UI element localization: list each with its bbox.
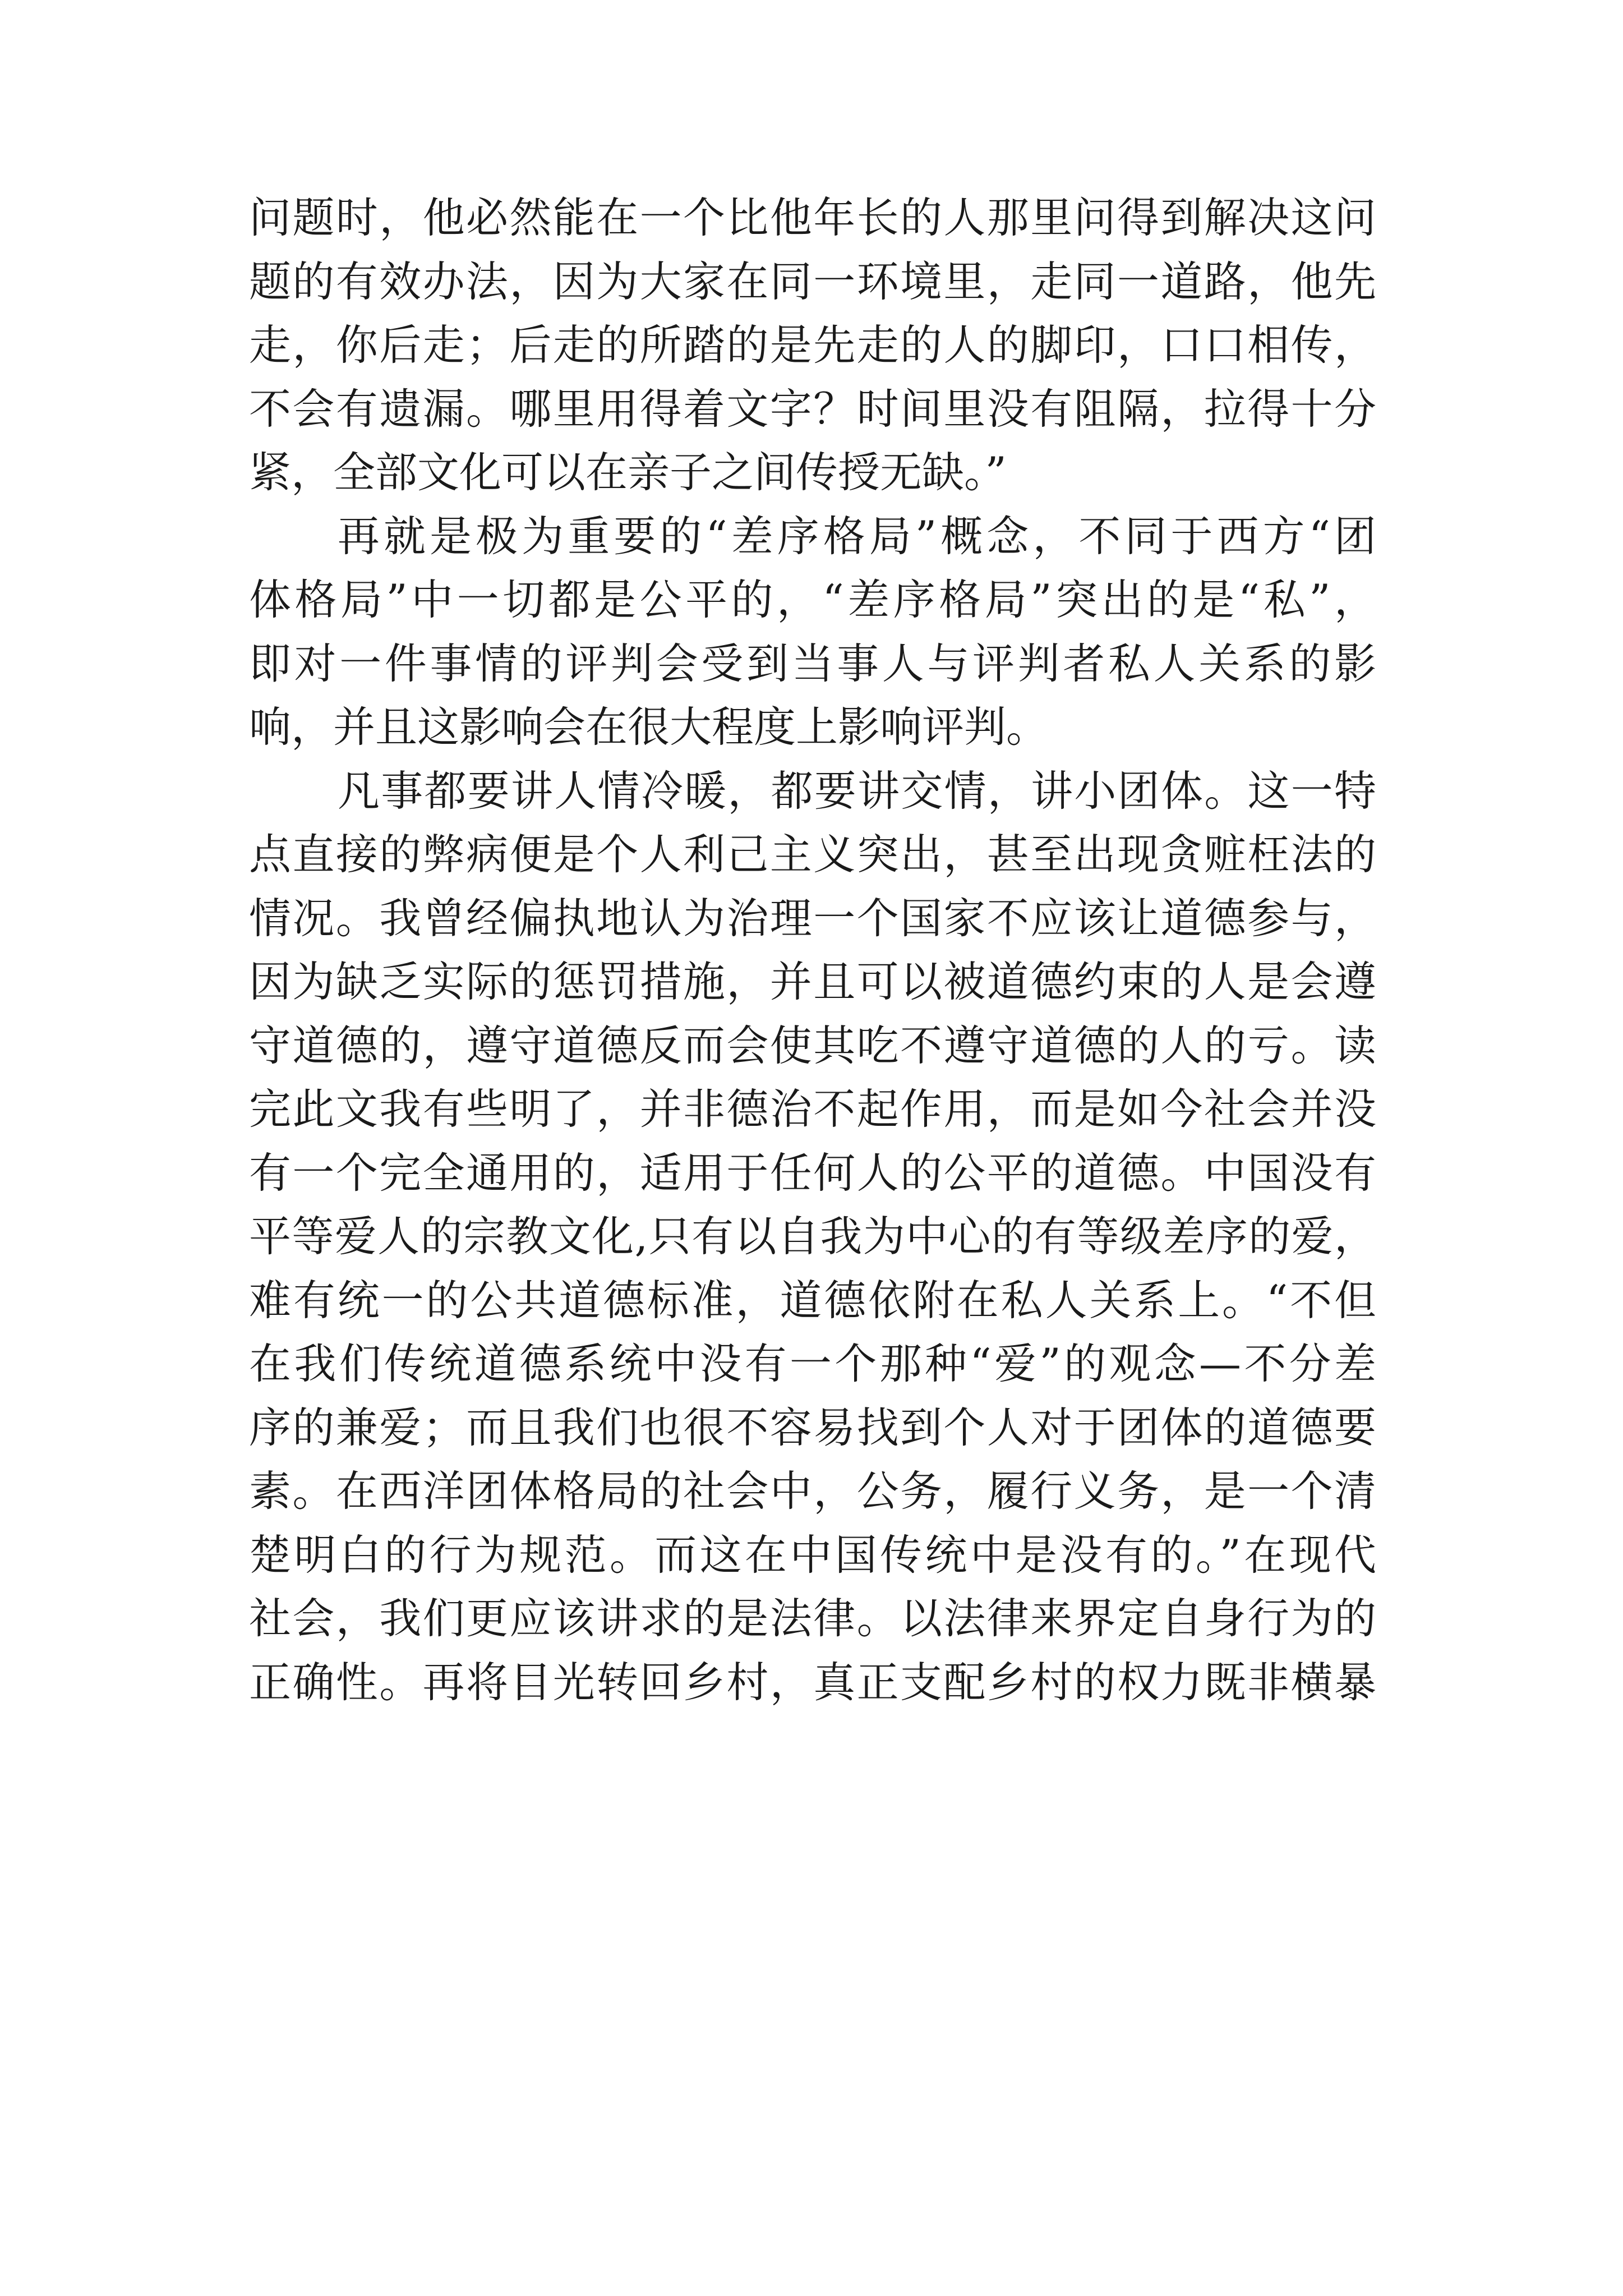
text-line: 有一个完全通用的，适用于任何人的公平的道德。中国没有 (249, 1148, 1376, 1198)
text-line: 楚明白的行为规范。而这在中国传统中是没有的。”在现代 (249, 1530, 1376, 1580)
text-line: 凡事都要讲人情冷暖，都要讲交情，讲小团体。这一特 (338, 766, 1376, 816)
text-line: 平等爱人的宗教文化,只有以自我为中心的有等级差序的爱， (249, 1212, 1376, 1261)
text-line: 情况。我曾经偏执地认为治理一个国家不应该让道德参与， (249, 893, 1376, 943)
text-line: 即对一件事情的评判会受到当事人与评判者私人关系的影 (249, 638, 1376, 688)
text-line: 再就是极为重要的“差序格局”概念，不同于西方“团 (338, 511, 1376, 561)
text-line: 紧，全部文化可以在亲子之间传授无缺。” (249, 448, 1007, 497)
text-line: 难有统一的公共道德标准，道德依附在私人关系上。“不但 (249, 1275, 1376, 1325)
text-line: 题的有效办法，因为大家在同一环境里，走同一道路，他先 (249, 256, 1376, 306)
text-line: 完此文我有些明了，并非德治不起作用，而是如今社会并没 (249, 1084, 1376, 1134)
text-line: 序的兼爱；而且我们也很不容易找到个人对于团体的道德要 (249, 1402, 1376, 1452)
text-line: 点直接的弊病便是个人利己主义突出，甚至出现贪赃枉法的 (249, 830, 1376, 879)
text-line: 在我们传统道德系统中没有一个那种“爱”的观念—不分差 (249, 1339, 1376, 1388)
text-line: 社会，我们更应该讲求的是法律。以法律来界定自身行为的 (249, 1594, 1376, 1643)
text-line: 素。在西洋团体格局的社会中，公务，履行义务，是一个清 (249, 1466, 1376, 1516)
text-line: 不会有遗漏。哪里用得着文字？时间里没有阻隔，拉得十分 (249, 384, 1376, 434)
paragraph-1 (249, 186, 1376, 505)
paragraph-3 (249, 760, 1376, 1715)
text-line: 问题时，他必然能在一个比他年长的人那里问得到解决这问 (249, 193, 1376, 242)
text-line: 守道德的，遵守道德反而会使其吃不遵守道德的人的亏。读 (249, 1020, 1376, 1070)
body-text (249, 186, 1376, 1714)
paragraph-2 (249, 505, 1376, 760)
text-line: 因为缺乏实际的惩罚措施，并且可以被道德约束的人是会遵 (249, 957, 1376, 1006)
text-line: 体格局”中一切都是公平的，“差序格局”突出的是“私”， (249, 575, 1376, 624)
text-line: 走，你后走；后走的所踏的是先走的人的脚印，口口相传， (249, 320, 1376, 370)
text-line: 正确性。再将目光转回乡村，真正支配乡村的权力既非横暴 (249, 1657, 1376, 1707)
text-line: 响，并且这影响会在很大程度上影响评判。 (249, 702, 1049, 752)
